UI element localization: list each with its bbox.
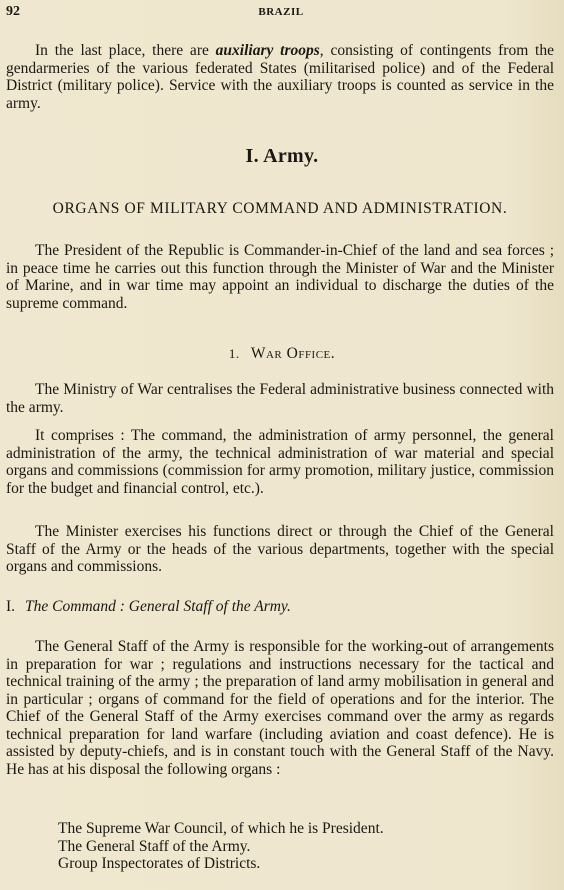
command-subsection-heading	[6, 598, 291, 616]
war-office-number: 1.	[228, 346, 240, 361]
list-item: The Supreme War Council, of which he is President.	[58, 820, 384, 837]
page-number: 92	[6, 4, 20, 19]
intro-text-start: In the last place, there are	[35, 42, 216, 59]
command-number: I.	[6, 598, 16, 615]
emphasized-term: auxiliary troops	[215, 42, 320, 59]
chapter-title: I. Army.	[245, 145, 319, 167]
list-item: Group Inspectorates of Districts.	[58, 855, 261, 872]
organs-list	[58, 820, 538, 873]
list-item: The General Staff of the Army.	[58, 837, 251, 855]
commander-paragraph: The President of the Republic is Commander-in-Chief of the land and sea forces ; in peace time he carries out this function through the Minister of War and the Minister of Marine, and in war time may appoint an individual to discharge the duties of the supreme command.	[6, 242, 554, 312]
general-staff-paragraph: The General Staff of the Army is responsible for the working-out of arrangements in preparation for war ; regulations and instructions necessary for the tactical and technical training of the army ; the preparation of land army mobilisation in general and in particular ; organs of command for the field of operations and for the interior. The Chief of the General Staff of the Army exercises command over the army as regards technical preparation for land warfare (including aviation and coast defence). He is assisted by deputy-chiefs, and is in constant touch with the General Staff of the Navy. He has at his disposal the following organs :	[6, 638, 554, 778]
running-head: BRAZIL	[258, 6, 304, 18]
page-header	[6, 4, 556, 24]
command-title: The Command : General Staff of the Army.	[25, 598, 291, 615]
minister-paragraph: The Minister exercises his functions direct or through the Chief of the General Staff of the Army or the heads of the various departments, together with the special organs and commissions.	[6, 523, 554, 575]
intro-paragraph	[6, 42, 554, 112]
ministry-paragraph: The Ministry of War centralises the Federal administrative business connected with the army.	[6, 381, 554, 416]
war-office-heading	[0, 345, 564, 363]
section-heading: ORGANS OF MILITARY COMMAND AND ADMINISTRATION.	[52, 200, 508, 217]
intro-text-end: , consisting of contingents from the gendarmeries of the various federated States (militarised police) and of the Federal District (military police). Service with the auxiliary troops is counted as service in the army.	[6, 42, 554, 112]
comprises-paragraph: It comprises : The command, the administration of army personnel, the general administration of the army, the technical administration of war material and special organs and commissions (commission for army promotion, military justice, commission for the budget and financial control, etc.).	[6, 427, 554, 497]
war-office-title: War Office.	[250, 345, 336, 362]
